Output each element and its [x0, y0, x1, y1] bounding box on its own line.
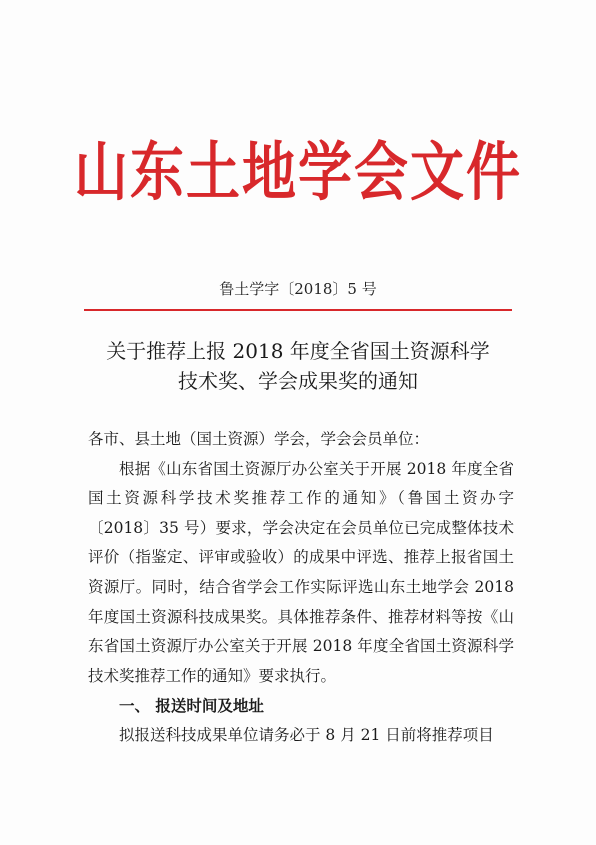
notice-subject — [60, 336, 536, 396]
notice-body — [88, 425, 514, 751]
salutation: 各市、县土地（国土资源）学会，学会会员单位： — [88, 430, 430, 448]
subject-line-1: 关于推荐上报 2018 年度全省国土资源科学 — [106, 339, 490, 363]
section-1-heading: 一、 报送时间及地址 — [119, 696, 264, 716]
document-title: 山东土地学会文件 — [74, 133, 522, 210]
red-divider-line — [84, 309, 512, 311]
document-number: 鲁土学字〔2018〕5 号 — [219, 280, 377, 298]
paragraph-1: 根据《山东省国土资源厅办公室关于开展 2018 年度全省国土资源科学技术奖推荐工作的通知》（鲁国土资办字〔2018〕35 号）要求，学会决定在会员单位已完成整体技术评价（指鉴定、评审或验收）的成果中评选、推荐上报省国土资源厅。同时，结合省学会工作实际评选山东土地学会 2018 年度国土资源科技成果奖。具体推荐条件、推荐材料等按《山东省国土资源厅办公室关于开展 2018 年度全省国土资源科学技术奖推荐工作的通知》要求执行。 — [88, 459, 514, 685]
subject-line-2: 技术奖、学会成果奖的通知 — [178, 369, 418, 393]
section-1-text: 拟报送科技成果单位请务必于 8 月 21 日前将推荐项目 — [119, 725, 494, 744]
